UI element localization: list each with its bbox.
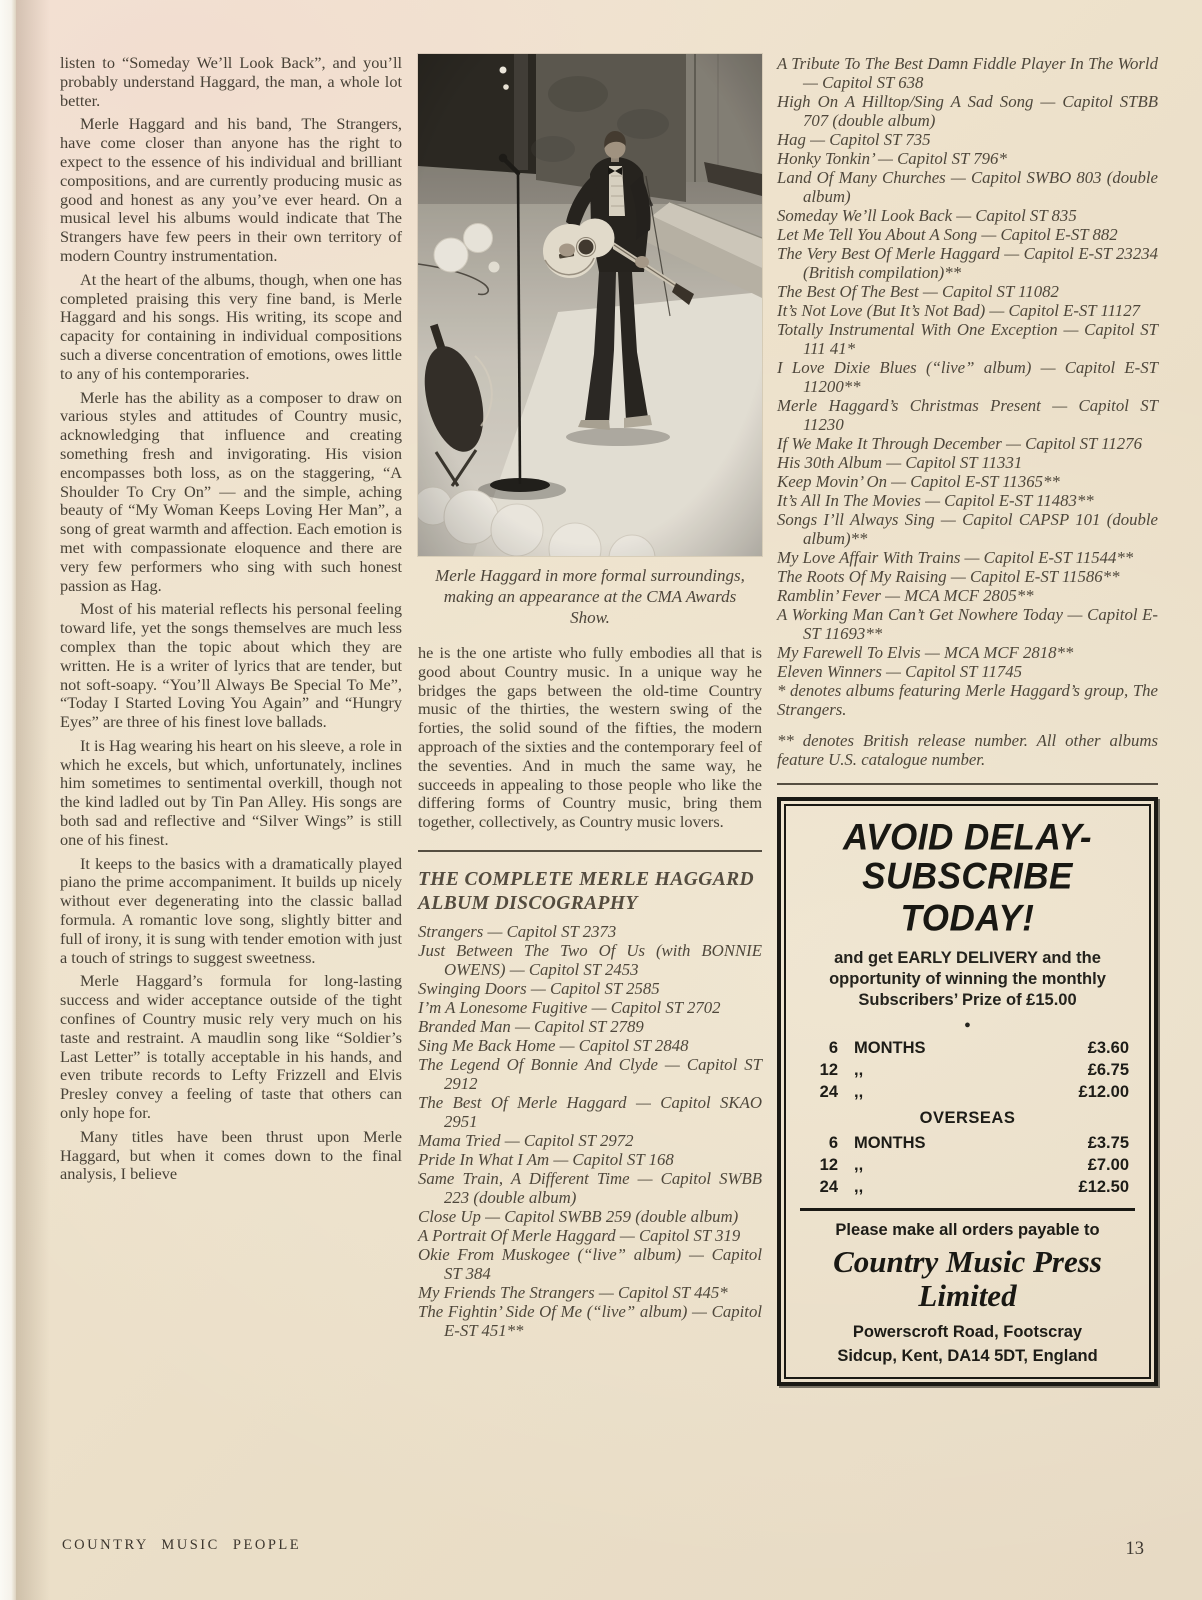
- paragraph: Merle Haggard’s formula for long-lasting success and wider acceptance outside of the tight confines of Country music rely very much on his taste and restraint. A maudlin song like “Soldier’s Last Letter” is totally acceptable in his hands, and even tribute records to Lefty Frizzell and Elvis Presley convey a feeling of taste that others can only hope for.: [60, 971, 402, 1123]
- price-unit: ,,: [854, 1178, 864, 1196]
- album-entry: Land Of Many Churches — Capitol SWBO 803 (double album): [777, 168, 1158, 206]
- paragraph: Merle Haggard and his band, The Strangers, have come closer than anyone has the right to expect to the essence of his individual and brilliant compositions, and are currently producing music as good and honest as any you’ve ever heard. On a musical level his albums would indicate that The Strangers have few peers in their own territory of modern Country instrumentation.: [60, 114, 402, 265]
- price-row-uk-12: [800, 1059, 1135, 1081]
- stage-photo-illustration: [418, 54, 762, 556]
- album-entry: Ramblin’ Fever — MCA MCF 2805**: [777, 586, 1034, 605]
- price-value: £7.00: [1087, 1156, 1129, 1174]
- album-entry: It’s All In The Movies — Capitol E-ST 11483**: [777, 491, 1094, 510]
- ad-address-line1: Powerscroft Road, Footscray: [852, 1323, 1083, 1341]
- price-qty: 6: [828, 1039, 838, 1057]
- album-entry: Merle Haggard’s Christmas Present — Capitol ST 11230: [777, 396, 1158, 434]
- album-entry: Sing Me Back Home — Capitol ST 2848: [418, 1035, 689, 1055]
- spine-shadow: [16, 0, 50, 1600]
- paragraph: Merle has the ability as a composer to draw on various styles and attitudes of Country music, acknowledging that influence and creating something fresh and invigorating. His vision encompasses both loss, as on the staggering, “A Shoulder To Cry On” — and the simple, aching beauty of “My Woman Keeps Loving Her Man”, a song of great warmth and affection. Each emotion is met with compassionate eloquence and there are very few performers who sing with such honest passion as Hag.: [60, 387, 402, 595]
- album-entry: If We Make It Through December — Capitol ST 11276: [777, 434, 1142, 453]
- photo-caption: Merle Haggard in more formal surroundings, making an appearance at the CMA Awards Show.: [435, 566, 745, 627]
- price-row-uk-6: [800, 1037, 1135, 1059]
- album-entry: It’s Not Love (But It’s Not Bad) — Capitol E-ST 11127: [777, 301, 1140, 320]
- album-entry: Pride In What I Am — Capitol ST 168: [418, 1149, 674, 1169]
- album-entry: Strangers — Capitol ST 2373: [418, 921, 617, 941]
- album-entry: Okie From Muskogee (“live” album) — Capitol ST 384: [418, 1244, 762, 1283]
- album-entry: Someday We’ll Look Back — Capitol ST 835: [777, 206, 1077, 225]
- paragraph: It is Hag wearing his heart on his sleeve, a role in which he excels, but which, unfortunately, inclines him sometimes to sentimental overkill, though not the kind ladled out by Tin Pan Alley. His songs are both sad and reflective and “Silver Wings” is still one of his finest.: [60, 735, 402, 849]
- scan-edge: [0, 0, 16, 1600]
- album-entry: Songs I’ll Always Sing — Capitol CAPSP 101 (double album)**: [777, 510, 1158, 548]
- price-qty: 12: [819, 1061, 838, 1079]
- album-entry: Totally Instrumental With One Exception — Capitol ST 111 41*: [777, 320, 1158, 358]
- merle-haggard-stage-photo: [418, 54, 762, 556]
- album-entry: Hag — Capitol ST 735: [777, 130, 931, 149]
- album-entry: Mama Tried — Capitol ST 2972: [418, 1130, 634, 1150]
- paragraph: It keeps to the basics with a dramatically played piano the prime accompaniment. It builds up nicely without ever degenerating into the classic ballad formula. A romantic love song, slightly bitter and full of irony, it is sung with tender emotion with just a touch of strings to suggest sweetness.: [60, 853, 402, 967]
- album-entry: I’m A Lonesome Fugitive — Capitol ST 2702: [418, 997, 721, 1017]
- album-entry: His 30th Album — Capitol ST 11331: [777, 453, 1023, 472]
- footnote-single-asterisk: * denotes albums featuring Merle Haggard’s group, The Strangers.: [777, 681, 1158, 719]
- section-rule: [777, 783, 1158, 785]
- price-qty: 24: [819, 1083, 838, 1101]
- overseas-label: OVERSEAS: [919, 1109, 1016, 1127]
- album-entry: A Portrait Of Merle Haggard — Capitol ST 319: [418, 1225, 741, 1245]
- ad-company-line1: Country Music Press: [833, 1244, 1102, 1279]
- paragraph: At the heart of the albums, though, when one has completed praising this very fine band, is Merle Haggard and his songs. His writing, its scope and capacity for containing in individual compositions such a diverse concentration of emotions, owes little to any of his contemporaries.: [60, 269, 402, 383]
- ad-address-line2: Sidcup, Kent, DA14 5DT, England: [837, 1347, 1098, 1365]
- discography-list-middle: [418, 922, 762, 1340]
- sepia-tint: [418, 54, 762, 556]
- price-row-os-12: [800, 1154, 1135, 1176]
- album-entry: The Best Of Merle Haggard — Capitol SKAO 2951: [418, 1092, 762, 1131]
- album-entry: A Tribute To The Best Damn Fiddle Player In The World — Capitol ST 638: [777, 54, 1158, 92]
- album-entry: My Farewell To Elvis — MCA MCF 2818**: [777, 643, 1074, 662]
- ad-company-line2: Limited: [918, 1278, 1017, 1313]
- ad-payable-text: Please make all orders payable to: [835, 1221, 1100, 1239]
- album-entry: Let Me Tell You About A Song — Capitol E-ST 882: [777, 225, 1118, 244]
- ad-headline-line1: AVOID DELAY-: [842, 817, 1093, 858]
- price-unit: ,,: [854, 1156, 864, 1174]
- album-entry: My Friends The Strangers — Capitol ST 445*: [418, 1282, 728, 1302]
- discography-heading: THE COMPLETE MERLE HAGGARD ALBUM DISCOGRAPHY: [418, 868, 754, 914]
- price-value: £12.00: [1078, 1083, 1129, 1101]
- price-row-os-24: [800, 1176, 1135, 1198]
- price-qty: 24: [819, 1178, 838, 1196]
- album-entry: Honky Tonkin’ — Capitol ST 796*: [777, 149, 1007, 168]
- price-qty: 12: [819, 1156, 838, 1174]
- price-unit: MONTHS: [854, 1039, 926, 1057]
- album-entry: Eleven Winners — Capitol ST 11745: [777, 662, 1023, 681]
- subscription-ad: [777, 797, 1158, 1386]
- paragraph: Most of his material reflects his personal feeling toward life, yet the songs themselves are much less complex than the topic about which they are written. He is a writer of lyrics that are tender, but not soft-soapy. “You’ll Always Be Special To Me”, “Today I Started Loving You Again” and “Hungry Eyes” are three of his finest love ballads.: [60, 599, 402, 732]
- album-entry: My Love Affair With Trains — Capitol E-ST 11544**: [777, 548, 1134, 567]
- price-row-os-6: [800, 1132, 1135, 1154]
- album-entry: Same Train, A Different Time — Capitol SWBB 223 (double album): [418, 1168, 762, 1207]
- album-entry: A Working Man Can’t Get Nowhere Today — Capitol E-ST 11693**: [777, 605, 1158, 643]
- paragraph: Many titles have been thrust upon Merle Haggard, but when it comes down to the final analysis, I believe: [60, 1126, 402, 1184]
- discography-list-right: [777, 54, 1158, 681]
- ad-divider: [800, 1208, 1135, 1211]
- section-rule: [418, 850, 762, 852]
- album-entry: I Love Dixie Blues (“live” album) — Capitol E-ST 11200**: [777, 358, 1158, 396]
- paragraph: listen to “Someday We’ll Look Back”, and you’ll probably understand Haggard, the man, a whole lot better.: [60, 53, 402, 110]
- price-value: £12.50: [1078, 1178, 1129, 1196]
- price-value: £3.75: [1087, 1134, 1129, 1152]
- price-unit: ,,: [854, 1061, 864, 1079]
- price-value: £3.60: [1087, 1039, 1129, 1057]
- album-entry: High On A Hilltop/Sing A Sad Song — Capitol STBB 707 (double album): [777, 92, 1158, 130]
- album-entry: Close Up — Capitol SWBB 259 (double album): [418, 1206, 739, 1226]
- price-row-uk-24: [800, 1081, 1135, 1103]
- album-entry: The Roots Of My Raising — Capitol E-ST 11586**: [777, 567, 1120, 586]
- ad-company-name: [800, 1245, 1135, 1313]
- magazine-title-footer: COUNTRY MUSIC PEOPLE: [62, 1537, 302, 1553]
- paragraph: he is the one artiste who fully embodies all that is good about Country music. In a unique way he bridges the gaps between the old-time Country music of the thirties, the western swing of the forties, the solid sound of the fifties, the modern approach of the sixties and the contemporary feel of the seventies. And in much the same way, he succeeds in appealing to those people who like the differing forms of Country music, bring them together, collectively, as Country music lovers.: [418, 643, 762, 832]
- price-unit: ,,: [854, 1083, 864, 1101]
- left-column: [60, 54, 402, 1386]
- album-entry: The Legend Of Bonnie And Clyde — Capitol ST 2912: [418, 1054, 762, 1093]
- album-entry: The Best Of The Best — Capitol ST 11082: [777, 282, 1059, 301]
- price-value: £6.75: [1087, 1061, 1129, 1079]
- page-number: 13: [1125, 1539, 1144, 1559]
- ad-bullet-dot: ●: [964, 1019, 971, 1031]
- right-column: [777, 54, 1158, 1386]
- footnote-double-asterisk: ** denotes British release number. All other albums feature U.S. catalogue number.: [777, 731, 1158, 769]
- album-entry: Swinging Doors — Capitol ST 2585: [418, 978, 660, 998]
- ad-subtext: and get EARLY DELIVERY and the opportunity of winning the monthly Subscribers’ Prize of £15.00: [829, 949, 1106, 1009]
- price-qty: 6: [828, 1134, 838, 1152]
- page-content: [60, 54, 1158, 1386]
- album-entry: Just Between The Two Of Us (with BONNIE OWENS) — Capitol ST 2453: [418, 940, 762, 979]
- subscription-ad-inner: [784, 804, 1151, 1379]
- middle-column: [418, 54, 762, 1386]
- album-entry: Keep Movin’ On — Capitol E-ST 11365**: [777, 472, 1060, 491]
- price-unit: MONTHS: [854, 1134, 926, 1152]
- album-entry: The Fightin’ Side Of Me (“live” album) — Capitol E-ST 451**: [418, 1301, 762, 1340]
- ad-headline-line2: SUBSCRIBE TODAY!: [862, 856, 1073, 939]
- album-entry: Branded Man — Capitol ST 2789: [418, 1016, 644, 1036]
- album-entry: The Very Best Of Merle Haggard — Capitol E-ST 23234 (British compilation)**: [777, 244, 1158, 282]
